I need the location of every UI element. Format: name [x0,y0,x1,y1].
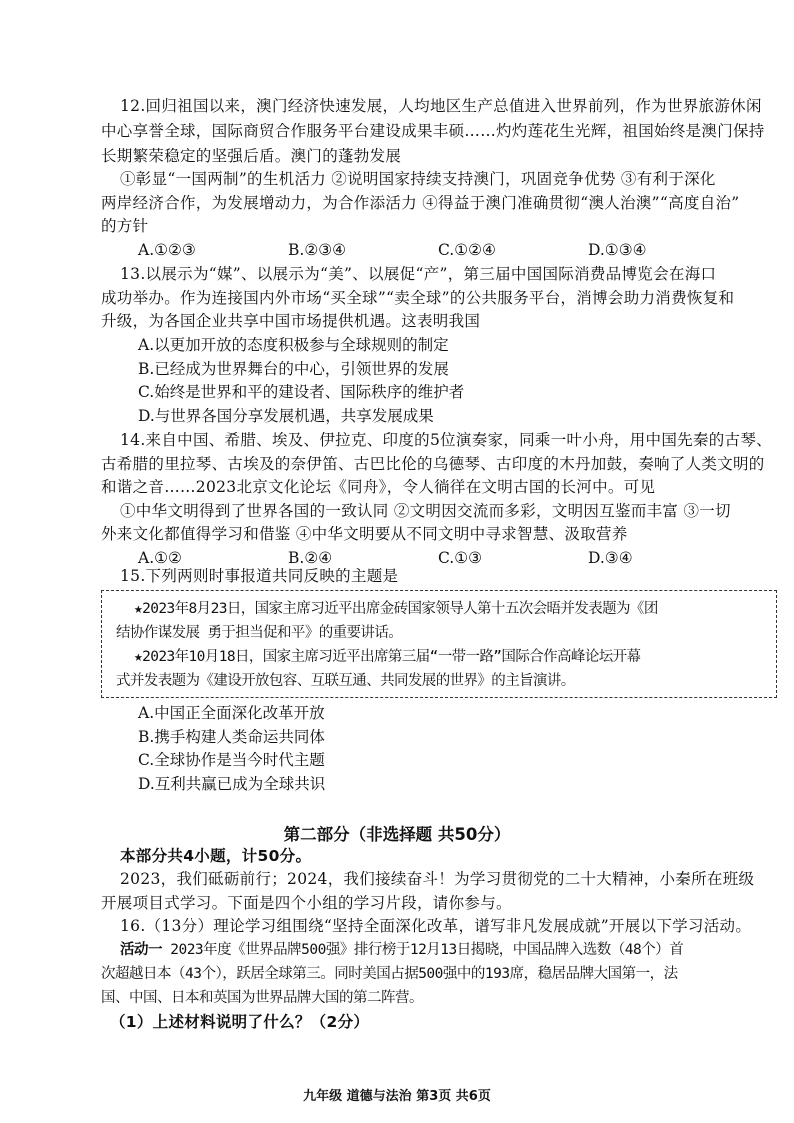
activity-1-line-1: 2023年度《世界品牌500强》排行榜于12月13日揭晓，中国品牌入选数（48个）首 [162,942,684,958]
q15-option-b: B.携手构建人类命运共同体 [138,728,325,746]
q14-option-b: B.②④ [288,549,333,567]
q14-line-3: 和谐之音……2023北京文化论坛《同舟》，令人徜徉在文明古国的长河中。可见 [101,478,656,496]
q13-option-d: D.与世界各国分享发展机遇，共享发展成果 [138,407,434,425]
q14-line-5: 外来文化都值得学习和借鉴 ④中华文明要从不同文明中寻求智慧、汲取营养 [101,525,628,543]
q13-option-b: B.已经成为世界舞台的中心，引领世界的发展 [138,360,449,378]
q14-option-a: A.①② [138,549,182,567]
q15-option-c: C.全球协作是当今时代主题 [138,751,325,769]
activity-1-line-2: 次超越日本（43个），跃居全球第三。同时美国占据500强中的193席，稳居品牌大国第一，法 [101,966,678,982]
activity-label: 活动一 [120,942,162,958]
q15-option-d: D.互利共赢已成为全球共识 [138,775,326,793]
q12-option-d: D.①③④ [588,241,647,259]
q16-activity-1 [120,940,683,960]
news-box [101,590,777,698]
q12-line-4: ①彰显“一国两制”的生机活力 ②说明国家持续支持澳门，巩固竞争优势 ③有利于深化 [120,170,716,188]
activity-1-line-3: 国、中国、日本和英国为世界品牌大国的第二阵营。 [101,990,423,1006]
q12-option-a: A.①②③ [138,241,196,259]
page-footer: 九年级 道德与法治 第3页 共6页 [303,1089,491,1104]
q16-sub-question-1: （1）上述材料说明了什么？（2分） [110,1013,370,1031]
q14-option-c: C.①③ [438,549,483,567]
q13-option-c: C.始终是世界和平的建设者、国际秩序的维护者 [138,383,465,401]
q15-option-a: A.中国正全面深化改革开放 [138,704,325,722]
q12-option-c: C.①②④ [438,241,496,259]
q13-line-1: 13.以展示为“媒”、以展示为“美”、以展促“产”，第三届中国国际消费品博览会在海口 [120,265,717,283]
part-two-subheading: 本部分共4小题，计50分。 [120,847,312,865]
part-two-heading: 第二部分（非选择题 共50分） [283,825,511,844]
part-two-intro-line-1: 2023，我们砥砺前行；2024，我们接续奋斗！为学习贯彻党的二十大精神，小秦所在班级 [120,870,755,888]
q14-line-1: 14.来自中国、希腊、埃及、伊拉克、印度的5位演奏家，同乘一叶小舟，用中国先秦的古琴、 [120,431,772,449]
q14-option-d: D.③④ [588,549,633,567]
q12-line-2: 中心享誉全球，国际商贸合作服务平台建设成果丰硕……灼灼莲花生光辉，祖国始终是澳门保持 [101,122,765,140]
q12-line-3: 长期繁荣稳定的坚强后盾。澳门的蓬勃发展 [101,147,402,165]
q12-option-b: B.②③④ [288,241,347,259]
news-box-line-3: ★2023年10月18日，国家主席习近平出席第三届“一带一路”国际合作高峰论坛开幕 [134,649,641,665]
q14-line-4: ①中华文明得到了世界各国的一致认同 ②文明因交流而多彩，文明因互鉴而丰富 ③一切 [120,502,731,520]
q12-line-5: 两岸经济合作，为发展增动力，为合作添活力 ④得益于澳门准确贯彻“澳人治澳”“高度自治” [101,194,740,212]
q13-option-a: A.以更加开放的态度积极参与全球规则的制定 [138,336,449,354]
part-two-intro-line-2: 开展项目式学习。下面是四个小组的学习片段，请你参与。 [101,894,512,912]
q12-line-6: 的方针 [101,217,149,235]
q15-stem: 15.下列两则时事报道共同反映的主题是 [120,567,399,585]
q14-line-2: 古希腊的里拉琴、古埃及的奈伊笛、古巴比伦的乌德琴、古印度的木丹加鼓，奏响了人类文明的 [101,455,765,473]
news-box-line-2: 结协作谋发展 勇于担当促和平》的重要讲话。 [116,625,403,641]
news-box-line-1: ★2023年8月23日，国家主席习近平出席金砖国家领导人第十五次会晤并发表题为《团 [134,601,658,617]
news-box-line-4: 式并发表题为《建设开放包容、互联互通、共同发展的世界》的主旨演讲。 [116,673,575,689]
q13-line-2: 成功举办。作为连接国内外市场“买全球”“卖全球”的公共服务平台，消博会助力消费恢复和 [101,289,735,307]
q16-stem: 16.（13分）理论学习组围绕“坚持全面深化改革，谱写非凡发展成就”开展以下学习活动。 [120,917,752,935]
q12-line-1: 12.回归祖国以来，澳门经济快速发展，人均地区生产总值进入世界前列，作为世界旅游休闲 [120,97,762,115]
q13-line-3: 升级，为各国企业共享中国市场提供机遇。这表明我国 [101,312,481,330]
